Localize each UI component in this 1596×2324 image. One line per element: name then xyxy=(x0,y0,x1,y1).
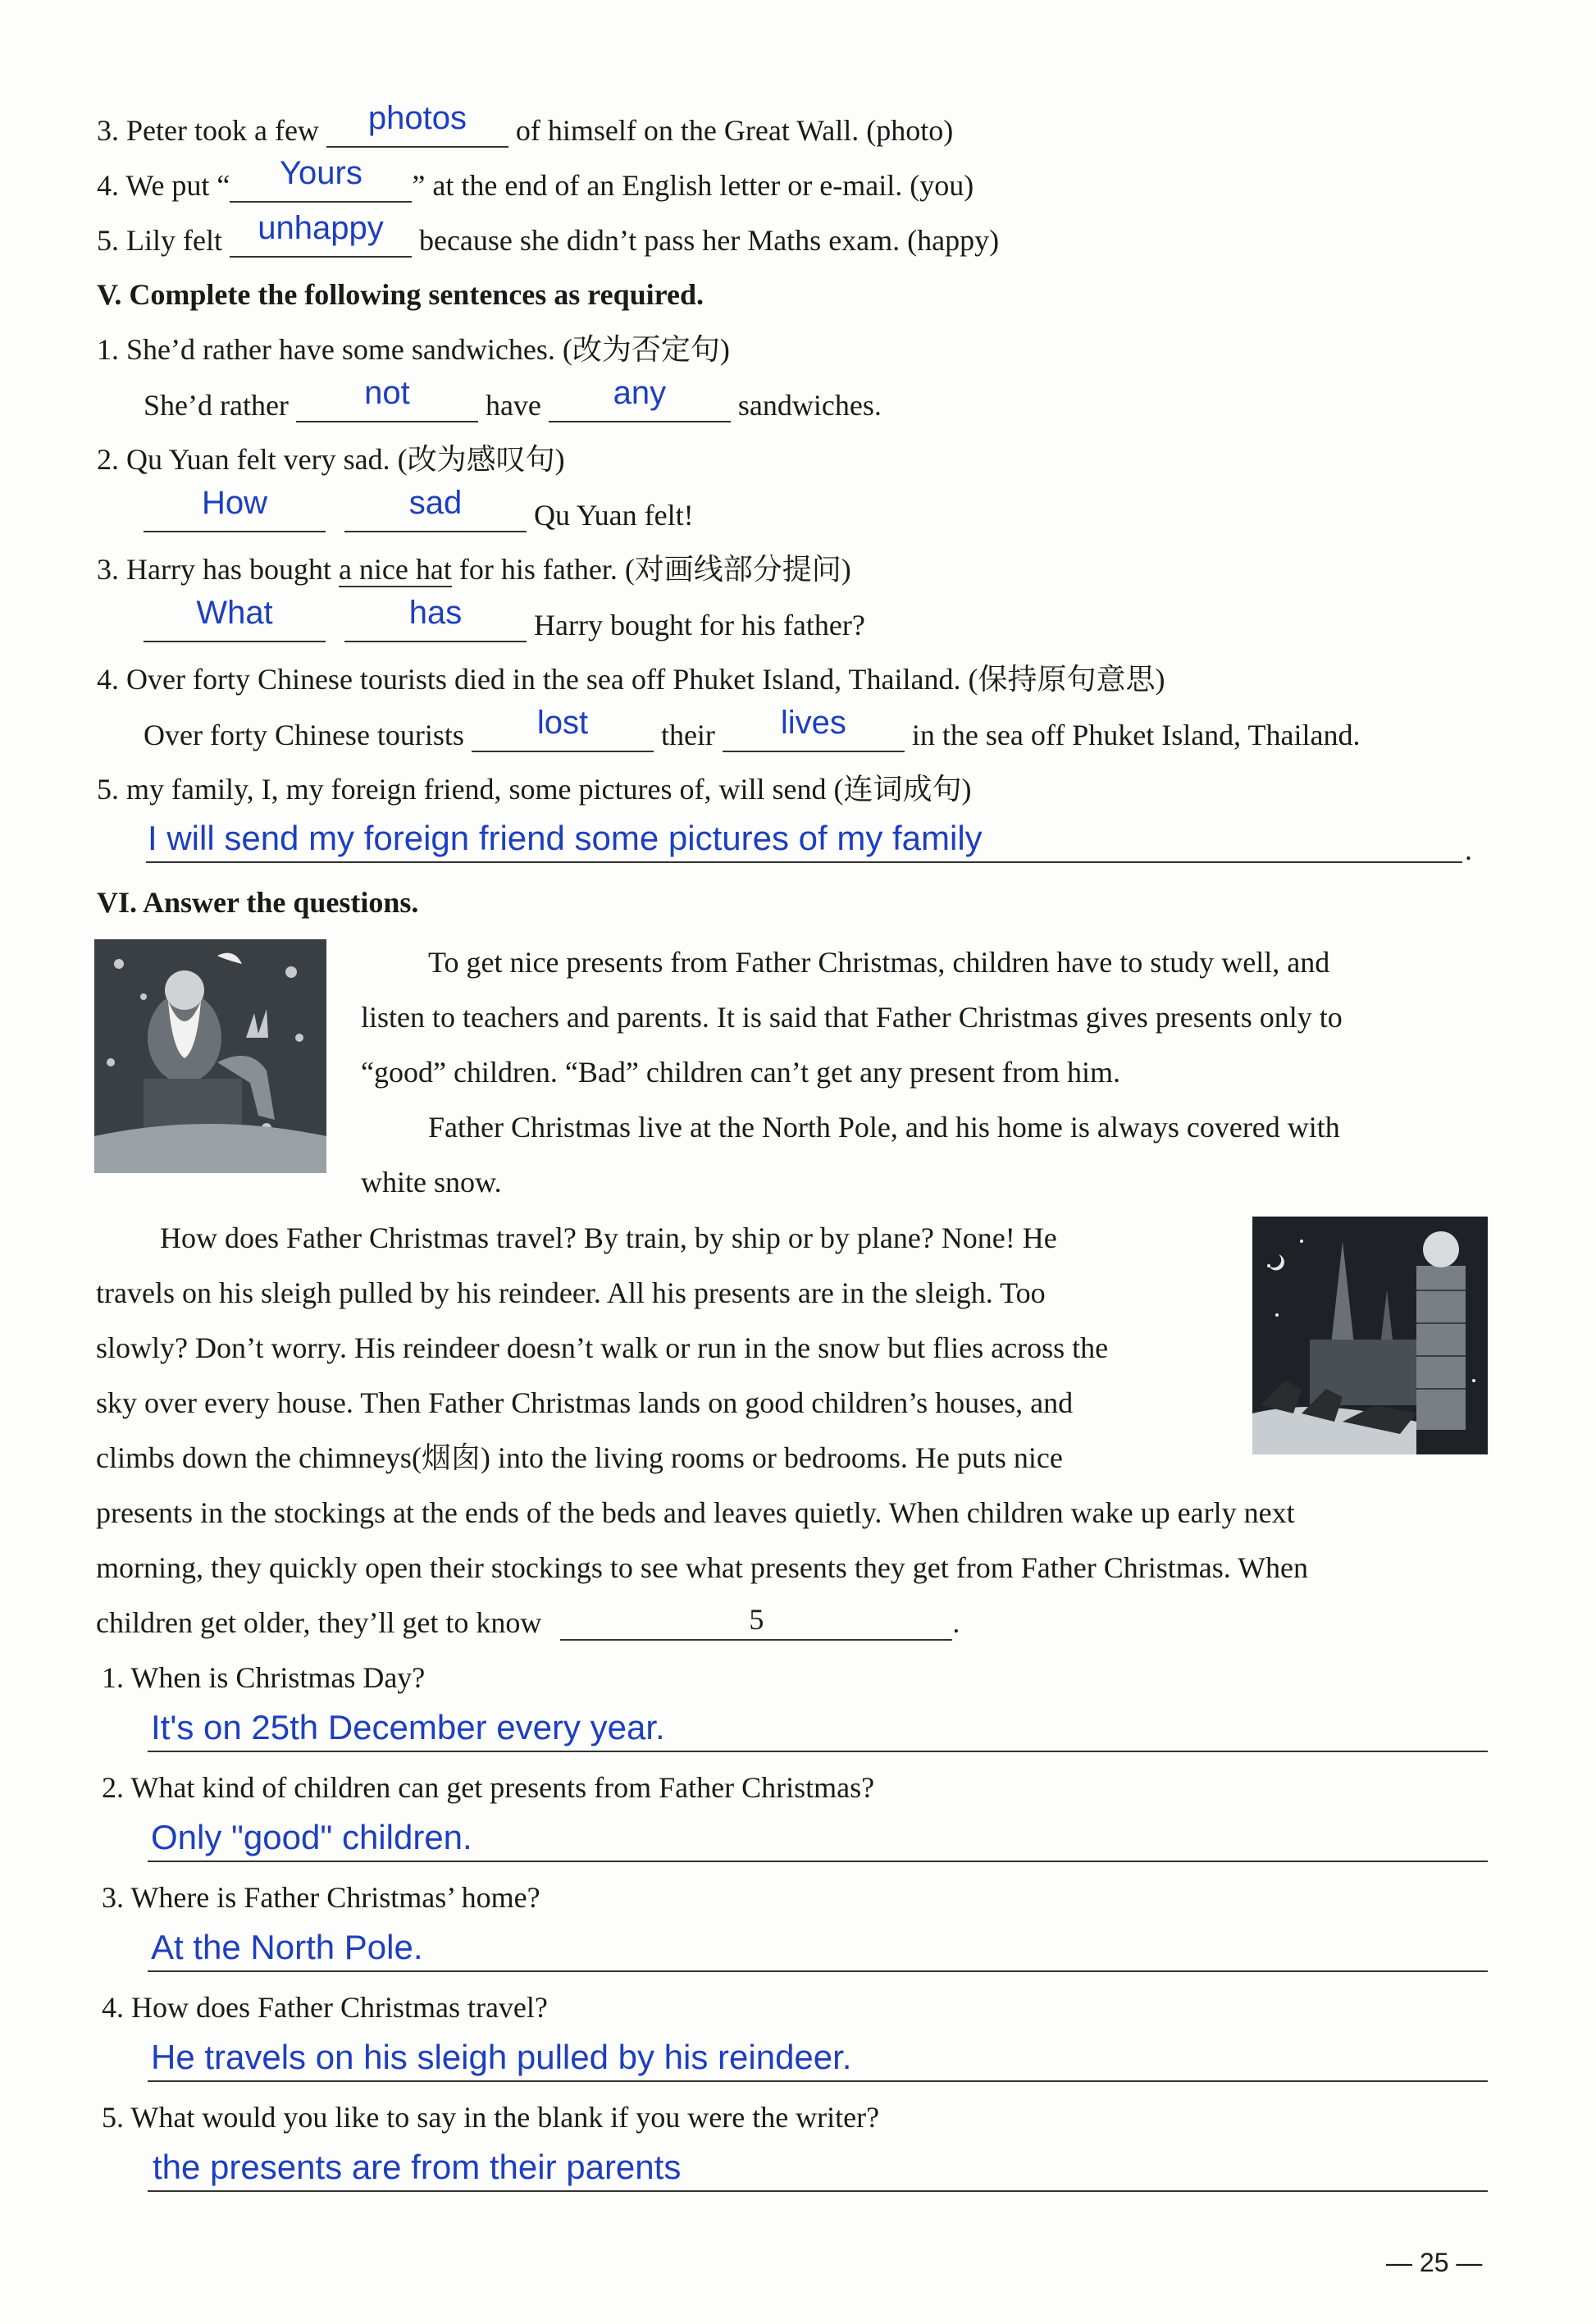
exercise-4-3 xyxy=(97,100,954,148)
item-number: 5. xyxy=(97,224,119,257)
father-christmas-illustration xyxy=(94,939,326,1173)
item-post: of himself on the Great Wall. (photo) xyxy=(515,114,954,147)
item-post: because she didn’t pass her Maths exam. (happy) xyxy=(418,224,1000,257)
passage-paragraph-3b xyxy=(96,1486,1488,1596)
answer: photos xyxy=(367,100,467,136)
question-number: 1. xyxy=(102,1661,124,1694)
item-number: 2. xyxy=(97,443,119,476)
passage-line: white snow. xyxy=(361,1166,502,1199)
question-2 xyxy=(102,1769,874,1806)
question-text: Where is Father Christmas’ home? xyxy=(130,1881,540,1914)
passage-line: travels on his sleigh pulled by his reindeer. All his presents are in the sleigh. Too xyxy=(96,1276,1046,1309)
exercise-4-5 xyxy=(97,210,1000,258)
item-post: in the sea off Phuket Island, Thailand. xyxy=(911,719,1361,751)
passage-last-line xyxy=(96,1605,960,1641)
underlined-phrase: a nice hat xyxy=(338,553,452,586)
item-number: 4. xyxy=(97,663,119,696)
item-post: Harry bought for his father? xyxy=(534,609,865,641)
exercise-5-3-question xyxy=(97,551,851,587)
passage-line: How does Father Christmas travel? By train, by ship or by plane? None! He xyxy=(160,1221,1057,1254)
answer: any xyxy=(613,375,667,411)
sleigh-picture xyxy=(1252,1217,1488,1454)
passage-line: climbs down the chimneys(烟囱) into the living rooms or bedrooms. He puts nice xyxy=(96,1441,1063,1474)
question-number: 5. xyxy=(102,2101,124,2134)
passage-line: children get older, they’ll get to know xyxy=(96,1606,542,1639)
exercise-5-4-question xyxy=(97,661,1165,697)
answer-line-2 xyxy=(148,1818,1488,1862)
answer-blank-1 xyxy=(296,375,478,422)
item-pre: Over forty Chinese tourists xyxy=(144,719,464,751)
exercise-5-3-answer xyxy=(144,595,865,643)
answer-blank-1 xyxy=(472,705,654,752)
item-pre: Lily felt xyxy=(126,224,222,257)
passage-paragraph-1 xyxy=(361,935,1489,1210)
item-number: 3. xyxy=(97,553,119,586)
exercise-5-2-question xyxy=(97,441,565,477)
question-number: 2. xyxy=(102,1771,124,1804)
item-text: Qu Yuan felt very sad. (改为感叹句) xyxy=(126,443,565,476)
question-text: What kind of children can get presents from Father Christmas? xyxy=(130,1771,875,1804)
item-mid: have xyxy=(485,389,541,422)
question-3 xyxy=(102,1879,540,1915)
answer: It's on 25th December every year. xyxy=(151,1708,665,1746)
item-pre: We put “ xyxy=(125,169,230,202)
question-text: When is Christmas Day? xyxy=(130,1661,426,1694)
page-number: — 25 — xyxy=(1386,2248,1483,2277)
passage-line: Father Christmas live at the North Pole, and his home is always covered with xyxy=(428,1111,1340,1144)
exercise-5-4-answer xyxy=(144,705,1361,753)
passage-line: listen to teachers and parents. It is said that Father Christmas gives presents only to xyxy=(361,1001,1343,1034)
item-text: She’d rather have some sandwiches. (改为否定句) xyxy=(126,333,730,366)
answer-blank xyxy=(230,210,412,258)
answer: the presents are from their parents xyxy=(153,2148,682,2186)
passage-paragraph-3a xyxy=(96,1211,1218,1486)
question-text: What would you like to say in the blank if you were the writer? xyxy=(130,2101,880,2134)
question-text: How does Father Christmas travel? xyxy=(131,1991,548,2024)
exercise-5-5-question xyxy=(97,771,971,807)
exercise-5-1-answer xyxy=(144,375,882,423)
answer-blank xyxy=(230,155,412,203)
item-number: 5. xyxy=(97,773,119,806)
answer-blank-1 xyxy=(144,485,326,532)
sentence-period: . xyxy=(952,1606,960,1639)
answer-blank-2 xyxy=(344,485,527,532)
answer: has xyxy=(408,595,463,631)
father-christmas-picture xyxy=(94,939,326,1173)
item-post: ” at the end of an English letter or e-mail. (you) xyxy=(412,169,974,202)
item-number: 3. xyxy=(97,114,119,147)
answer: At the North Pole. xyxy=(151,1928,423,1966)
item-post: Qu Yuan felt! xyxy=(534,499,694,532)
item-pre: Peter took a few xyxy=(126,114,319,147)
passage-line: To get nice presents from Father Christmas, children have to study well, and xyxy=(428,946,1330,979)
answer: lives xyxy=(780,705,846,741)
answer: unhappy xyxy=(258,210,384,246)
item-mid: their xyxy=(660,719,715,751)
answer-line-3 xyxy=(148,1928,1488,1972)
sleigh-illustration xyxy=(1252,1217,1488,1454)
item-post: for his father. (对画线部分提问) xyxy=(458,553,851,586)
exercise-5-5-answer-line xyxy=(146,819,1462,863)
answer-line-1 xyxy=(148,1708,1488,1752)
question-5 xyxy=(102,2099,879,2135)
item-text: my family, I, my foreign friend, some pictures of, will send (连词成句) xyxy=(126,773,972,806)
answer: He travels on his sleigh pulled by his reindeer. xyxy=(151,2038,852,2076)
answer: not xyxy=(364,375,410,411)
question-number: 3. xyxy=(102,1881,124,1914)
answer-blank xyxy=(326,100,508,148)
item-post: sandwiches. xyxy=(737,389,882,422)
answer-line-4 xyxy=(148,2038,1488,2082)
answer: Yours xyxy=(280,155,363,191)
exercise-4-4 xyxy=(97,155,974,203)
answer: What xyxy=(196,595,273,631)
section-6-heading: VI. Answer the questions. xyxy=(97,886,419,919)
blank-number: 5 xyxy=(749,1603,764,1636)
answer-line-5 xyxy=(148,2148,1488,2192)
passage-line: morning, they quickly open their stockings to see what presents they get from Father Christmas. When xyxy=(96,1551,1309,1584)
answer: sad xyxy=(408,485,463,521)
answer: I will send my foreign friend some pictures of my family xyxy=(148,819,983,857)
passage-line: sky over every house. Then Father Christmas lands on good children’s houses, and xyxy=(96,1386,1074,1419)
item-text: Over forty Chinese tourists died in the sea off Phuket Island, Thailand. (保持原句意思) xyxy=(126,663,1165,696)
answer: How xyxy=(201,485,268,521)
passage-line: presents in the stockings at the ends of the beds and leaves quietly. When children wake up early next xyxy=(96,1496,1295,1529)
section-5-heading: V. Complete the following sentences as required. xyxy=(97,278,704,311)
question-4 xyxy=(102,1989,548,2025)
item-number: 4. xyxy=(97,169,119,202)
question-1 xyxy=(102,1660,425,1696)
answer-blank-2 xyxy=(344,595,527,642)
item-number: 1. xyxy=(97,333,119,366)
passage-blank xyxy=(560,1605,952,1641)
item-pre: She’d rather xyxy=(144,389,289,422)
exercise-5-2-answer xyxy=(144,485,694,533)
answer: Only "good" children. xyxy=(151,1818,472,1856)
answer-blank-1 xyxy=(144,595,326,642)
exercise-5-1-question xyxy=(97,331,730,368)
answer-blank-2 xyxy=(549,375,731,422)
passage-line: “good” children. “Bad” children can’t get any present from him. xyxy=(361,1056,1120,1089)
answer-blank-2 xyxy=(723,705,905,752)
sentence-period: . xyxy=(1465,833,1472,866)
answer: lost xyxy=(536,705,589,741)
passage-line: slowly? Don’t worry. His reindeer doesn’t walk or run in the snow but flies across the xyxy=(96,1331,1109,1364)
question-number: 4. xyxy=(102,1991,124,2024)
item-pre: Harry has bought xyxy=(126,553,331,586)
